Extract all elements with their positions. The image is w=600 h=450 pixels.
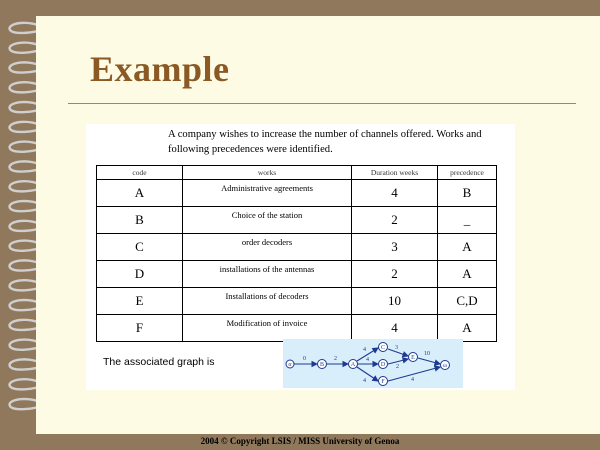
node-label-e: E xyxy=(411,355,415,361)
cell-code: B xyxy=(97,207,183,234)
node-label-alpha: α xyxy=(288,362,292,368)
cell-code: F xyxy=(97,315,183,342)
cell-duration: 4 xyxy=(352,180,438,207)
edge-weight-c-e: 3 xyxy=(395,345,398,351)
header-duration: Duration weeks xyxy=(352,166,438,180)
works-table xyxy=(96,165,497,342)
header-code: code xyxy=(97,166,183,180)
table-header-row xyxy=(97,166,497,180)
node-label-c: C xyxy=(380,345,386,351)
graph-edge-e-omega xyxy=(418,358,440,364)
precedence-graph xyxy=(283,339,463,388)
table-row xyxy=(97,288,497,315)
node-label-d: D xyxy=(380,362,386,368)
edge-weight-a-c: 4 xyxy=(363,347,366,353)
graph-edge-a-f xyxy=(357,367,378,381)
intro-text: A company wishes to increase the number of channels offered. Works and following precedences were identified. xyxy=(168,129,482,155)
edge-weight-a-d: 4 xyxy=(366,357,369,363)
cell-works: Installations of decoders xyxy=(183,288,352,315)
edge-weight-d-e: 2 xyxy=(396,364,399,370)
table-row xyxy=(97,234,497,261)
cell-duration: 10 xyxy=(352,288,438,315)
table-row xyxy=(97,180,497,207)
cell-precedence: C,D xyxy=(438,288,497,315)
cell-code: C xyxy=(97,234,183,261)
cell-duration: 2 xyxy=(352,261,438,288)
cell-precedence: _ xyxy=(438,207,497,234)
edge-weight-f-omega: 4 xyxy=(411,377,414,383)
node-label-f: F xyxy=(381,379,385,385)
cell-works: Administrative agreements xyxy=(183,180,352,207)
cell-precedence: B xyxy=(438,180,497,207)
edge-weight-a-f: 4 xyxy=(363,378,366,384)
table-row xyxy=(97,207,497,234)
header-works: works xyxy=(183,166,352,180)
table-row xyxy=(97,261,497,288)
edge-weight-alpha-b: 0 xyxy=(303,356,306,362)
cell-works: Modification of invoice xyxy=(183,315,352,342)
cell-works: installations of the antennas xyxy=(183,261,352,288)
table-row xyxy=(97,315,497,342)
title-divider xyxy=(68,103,576,104)
cell-duration: 4 xyxy=(352,315,438,342)
cell-code: A xyxy=(97,180,183,207)
node-label-omega: ω xyxy=(443,363,447,369)
node-label-a: A xyxy=(350,362,356,368)
cell-duration: 3 xyxy=(352,234,438,261)
edge-weight-e-omega: 10 xyxy=(424,351,430,357)
node-label-b: B xyxy=(319,362,325,368)
example-content-panel xyxy=(86,124,515,390)
edge-weight-b-a: 2 xyxy=(334,356,337,362)
graph-edge-c-e xyxy=(388,349,408,356)
cell-code: E xyxy=(97,288,183,315)
cell-works: Choice of the station xyxy=(183,207,352,234)
graph-caption: The associated graph is xyxy=(103,356,215,368)
copyright-footer: 2004 © Copyright LSIS / MISS University of Genoa xyxy=(200,436,400,446)
slide-title: Example xyxy=(90,49,230,89)
cell-works: order decoders xyxy=(183,234,352,261)
cell-precedence: A xyxy=(438,315,497,342)
cell-precedence: A xyxy=(438,261,497,288)
header-precedence: precedence xyxy=(438,166,497,180)
cell-duration: 2 xyxy=(352,207,438,234)
cell-code: D xyxy=(97,261,183,288)
cell-precedence: A xyxy=(438,234,497,261)
